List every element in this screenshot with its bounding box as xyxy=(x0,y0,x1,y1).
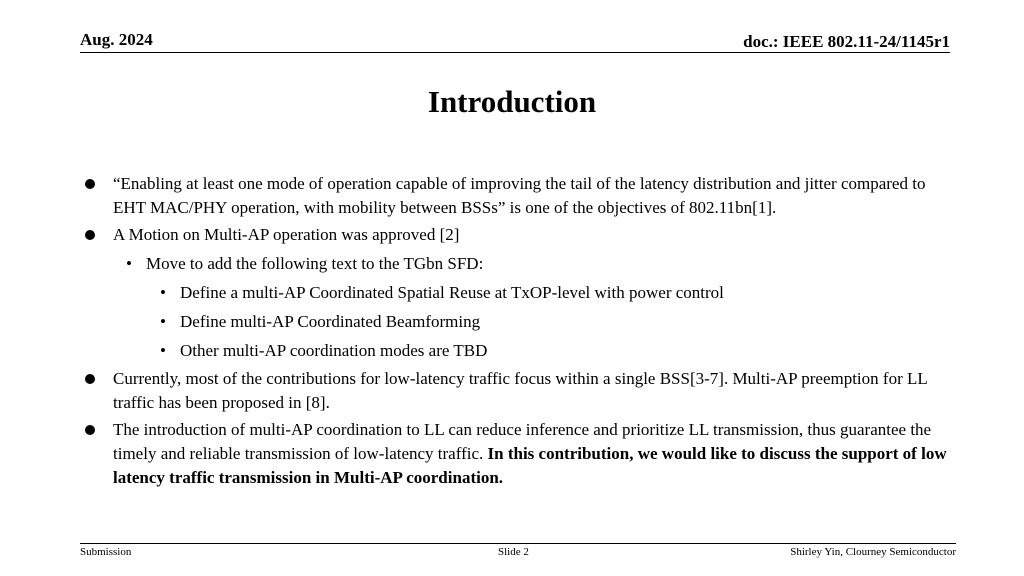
bullet-dot-icon xyxy=(85,230,95,240)
bullet-text: Currently, most of the contributions for low-latency traffic focus within a single BSS[3-7]. Multi-AP preemption for LL traffic has been proposed in [8]. xyxy=(113,369,928,412)
bullet-introduction xyxy=(80,418,960,490)
bullet-objective xyxy=(80,172,960,220)
sub-sub-bullet-text: Define multi-AP Coordinated Beamforming xyxy=(180,312,481,331)
sub-sub-bullet-beamforming xyxy=(80,310,960,334)
footer-slide-number: Slide 2 xyxy=(498,546,529,558)
slide-body xyxy=(80,172,960,493)
sub-sub-bullet-other-modes xyxy=(80,339,960,363)
header-divider xyxy=(80,52,950,53)
bullet-current-contributions xyxy=(80,367,960,415)
bullet-dot-icon xyxy=(85,374,95,384)
footer-divider xyxy=(80,543,956,544)
slide-title: Introduction xyxy=(427,84,597,119)
sub-bullet-icon: • xyxy=(126,254,132,273)
sub-bullet-icon: • xyxy=(160,341,166,360)
bullet-text: “Enabling at least one mode of operation capable of improving the tail of the latency distribution and jitter compared to EHT MAC/PHY operation, with mobility between BSSs” is one of the objectives of 802.11bn[1]. xyxy=(113,174,926,217)
bullet-bold-text: In this contribution, we would like to discuss the support of low latency traffic transmission in Multi-AP coordination. xyxy=(113,444,947,487)
sub-bullet-text: Move to add the following text to the TGbn SFD: xyxy=(146,254,484,273)
header-doc-id: doc.: IEEE 802.11-24/1145r1 xyxy=(743,32,950,51)
header-date: Aug. 2024 xyxy=(80,30,153,49)
bullet-text: The introduction of multi-AP coordination to LL can reduce inference and prioritize LL transmission, thus guarantee the timely and reliable transmission of low-latency traffic. xyxy=(113,420,932,463)
bullet-text: A Motion on Multi-AP operation was approved [2] xyxy=(113,225,460,244)
bullet-dot-icon xyxy=(85,179,95,189)
footer-submission: Submission xyxy=(80,546,132,558)
sub-bullet-icon: • xyxy=(160,283,166,302)
sub-sub-bullet-text: Define a multi-AP Coordinated Spatial Reuse at TxOP-level with power control xyxy=(180,283,724,302)
sub-bullet-icon: • xyxy=(160,312,166,331)
bullet-motion xyxy=(80,223,960,247)
footer-author: Shirley Yin, Clourney Semiconductor xyxy=(790,546,956,558)
sub-bullet-move xyxy=(80,252,960,276)
sub-sub-bullet-text: Other multi-AP coordination modes are TBD xyxy=(180,341,488,360)
bullet-dot-icon xyxy=(85,425,95,435)
sub-sub-bullet-spatial-reuse xyxy=(80,281,960,305)
